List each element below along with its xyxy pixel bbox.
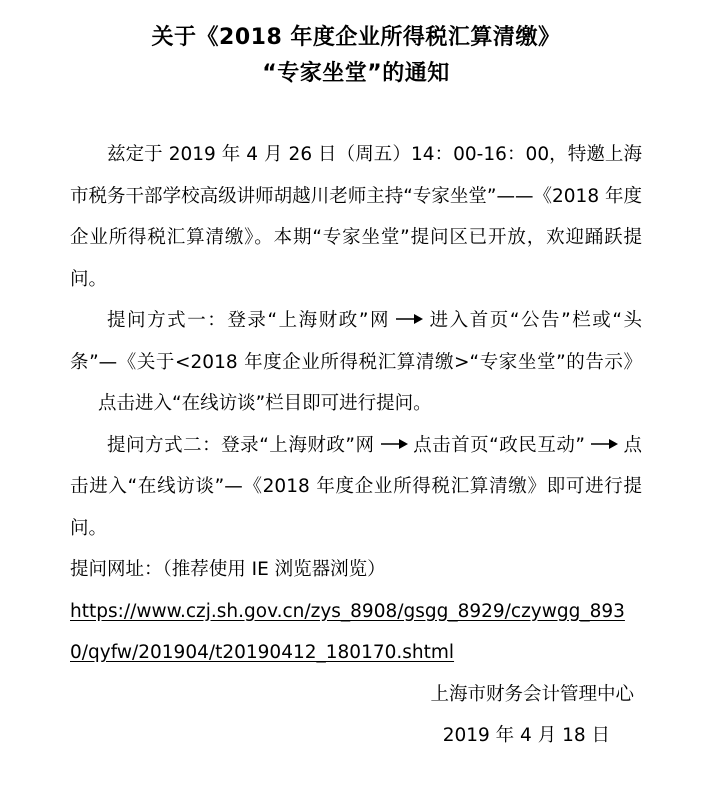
right-arrow-icon	[589, 437, 619, 451]
intro-paragraph: 兹定于 2019 年 4 月 26 日（周五）14：00-16：00，特邀上海市税务干部学校高级讲师胡越川老师主持“专家坐堂”——《2018 年度企业所得税汇算清缴》。本期“专家坐堂”提问区已开放，欢迎踊跃提问。	[70, 144, 642, 290]
method-one-paragraph	[70, 300, 642, 425]
method-one-part-1: 提问方式一：登录“上海财政”网	[107, 310, 391, 331]
right-arrow-icon	[379, 437, 409, 451]
title-line-2: “专家坐堂”的通知	[262, 61, 450, 86]
notice-body	[70, 134, 642, 757]
title-line-1: 关于《2018 年度企业所得税汇算清缴》	[151, 25, 561, 50]
method-two-part-3: 点击进入“在线访谈”—《2018 年度企业所得税汇算清缴》即可进行提问。	[70, 434, 642, 539]
url-label: 提问网址：（推荐使用 IE 浏览器浏览）	[70, 559, 386, 580]
method-two-paragraph	[70, 425, 642, 550]
question-url-link[interactable]: https://www.czj.sh.gov.cn/zys_8908/gsgg_8929/czywgg_8930/qyfw/201904/t20190412_180170.shtml	[70, 600, 625, 663]
notice-title	[70, 0, 642, 92]
method-two-part-1: 提问方式二：登录“上海财政”网	[107, 434, 375, 456]
issuer-signature: 上海市财务会计管理中心	[430, 683, 634, 705]
method-two-part-2: 点击首页“政民互动”	[412, 434, 585, 456]
right-arrow-icon	[394, 312, 424, 326]
issue-date: 2019 年 4 月 18 日	[442, 725, 610, 746]
method-one-part-3: 点击进入“在线访谈”栏目即可进行提问。	[98, 393, 432, 414]
method-one-part-2: 进入首页“公告”栏或“头条”—《关于<2018 年度企业所得税汇算清缴>“专家坐堂”的告示》	[70, 310, 642, 373]
